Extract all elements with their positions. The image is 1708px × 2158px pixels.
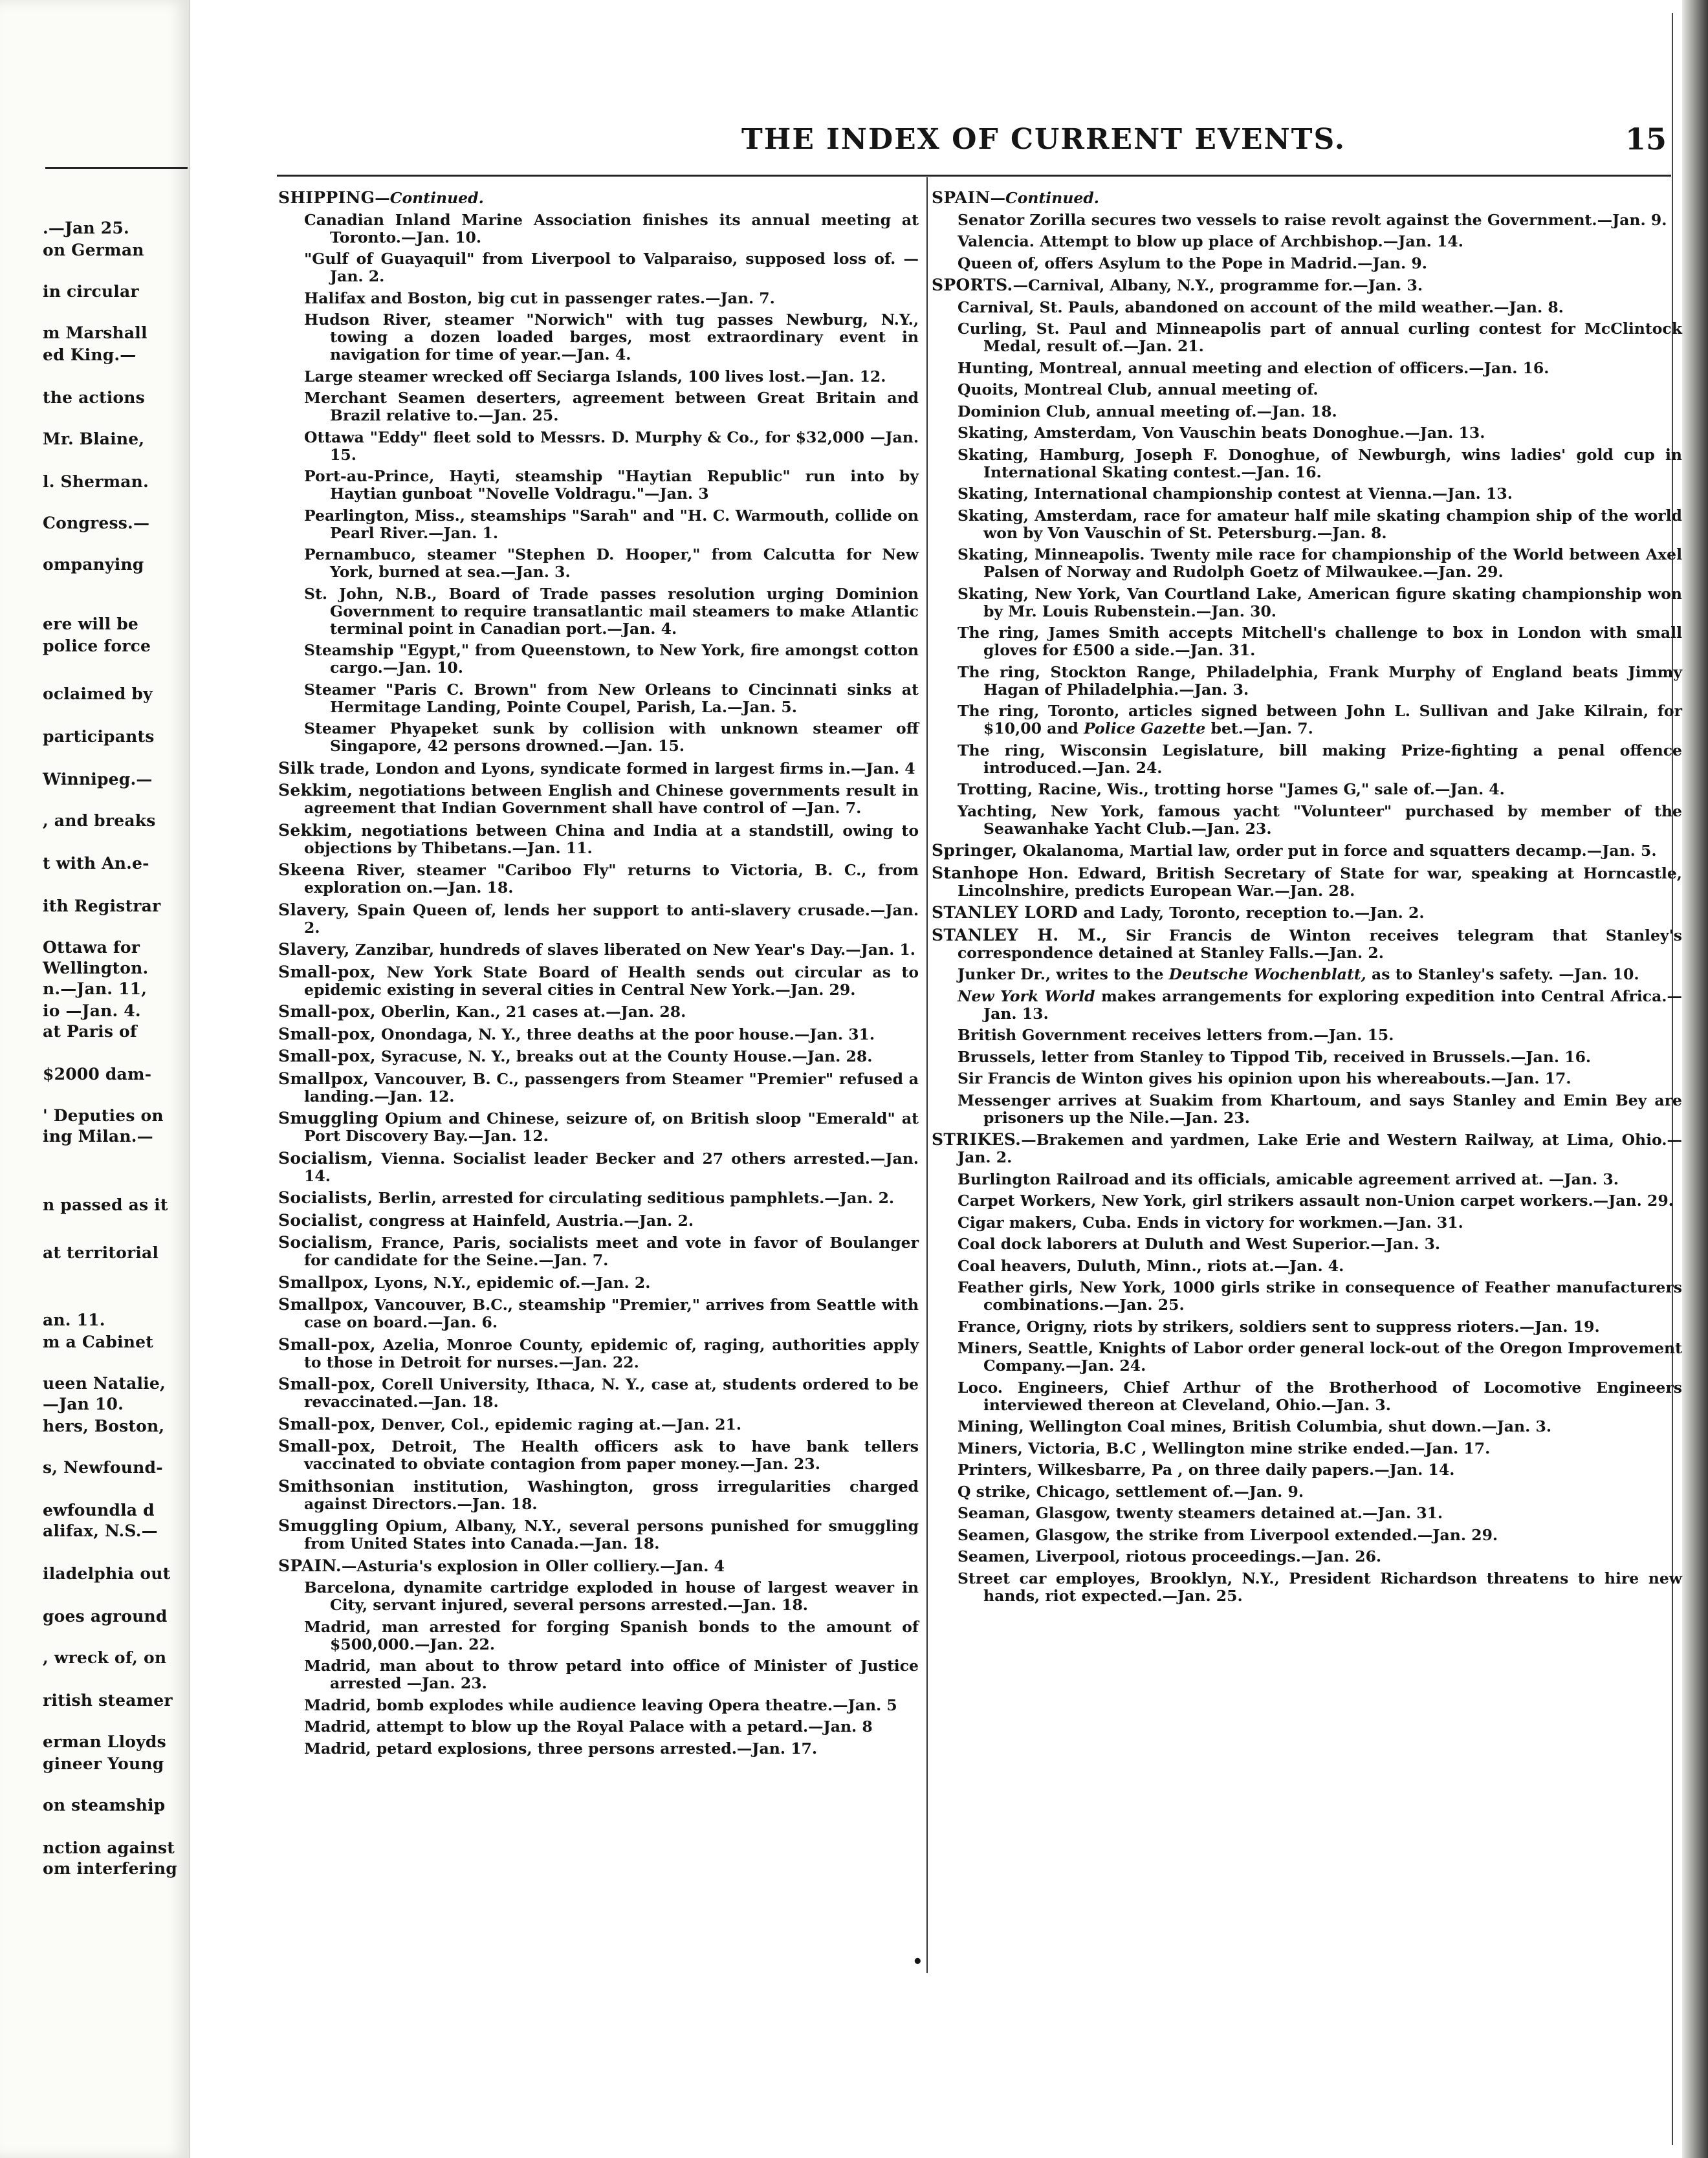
entry-text: Yachting, New York, famous yacht "Volunteer" purchased by member of the Seawanhake Yacht Club.—Jan. 23. xyxy=(958,801,1682,838)
entry-heading: STRIKES. xyxy=(932,1130,1022,1149)
index-subentry xyxy=(932,360,1682,377)
entry-text: Steamer "Paris C. Brown" from New Orleans to Cincinnati sinks at Hermitage Landing, Pointe Coupel, Parish, La.—Jan. 5. xyxy=(304,680,919,716)
index-subentry xyxy=(932,255,1682,272)
entry-text: Loco. Engineers, Chief Arthur of the Brotherhood of Locomotive Engineers interviewed thereon at Cleveland, Ohio.—Jan. 3. xyxy=(958,1378,1682,1414)
index-subentry xyxy=(278,1618,919,1653)
index-entry xyxy=(932,189,1682,207)
index-entry xyxy=(278,941,919,959)
entry-text: Madrid, man arrested for forging Spanish bonds to the amount of $500,000.—Jan. 22. xyxy=(304,1617,919,1653)
index-entry xyxy=(932,864,1682,900)
index-entry xyxy=(278,1003,919,1021)
entry-italic: Continued. xyxy=(389,189,484,207)
gutter-fragment: ed King.— xyxy=(43,345,137,364)
gutter-fragment: Wellington. xyxy=(43,959,149,977)
entry-text: Miners, Victoria, B.C , Wellington mine strike ended.—Jan. 17. xyxy=(958,1439,1491,1457)
entry-text: makes arrangements for exploring expedition into Central Africa.—Jan. 13. xyxy=(983,986,1682,1023)
entry-text: Junker Dr., writes to the xyxy=(958,965,1164,983)
entry-text: Corell University, Ithaca, N. Y., case at, students ordered to be revaccinated.—Jan. 18. xyxy=(304,1375,919,1411)
entry-text: Onondaga, N. Y., three deaths at the poor house.—Jan. 31. xyxy=(375,1025,875,1043)
index-subentry xyxy=(932,1483,1682,1501)
gutter-fragment: l. Sherman. xyxy=(43,472,149,491)
entry-text: Merchant Seamen deserters, agreement between Great Britain and Brazil relative to.—Jan. 25. xyxy=(304,389,919,424)
entry-text: Carpet Workers, New York, girl strikers assault non-Union carpet workers.—Jan. 29. xyxy=(958,1192,1674,1210)
entry-text: Senator Zorilla secures two vessels to raise revolt against the Government.—Jan. 9. xyxy=(958,210,1667,229)
index-subentry xyxy=(278,368,919,386)
entry-heading: Small-pox, xyxy=(278,1335,376,1354)
entry-text: France, Paris, socialists meet and vote in favor of Boulanger for candidate for the Seine.—Jan. 7. xyxy=(304,1234,919,1269)
book-edge xyxy=(1682,0,1708,2158)
entry-heading: Slavery, xyxy=(278,940,350,959)
index-subentry xyxy=(932,1171,1682,1188)
entry-text: Brussels, letter from Stanley to Tippod Tib, received in Brussels.—Jan. 16. xyxy=(958,1047,1592,1066)
gutter-fragment: the actions xyxy=(43,388,145,407)
entry-text: St. John, N.B., Board of Trade passes resolution urging Dominion Government to require transatlantic mail steamers to make Atlantic terminal point in Canadian port.—Jan. 4. xyxy=(304,584,919,638)
entry-heading: SPORTS. xyxy=(932,276,1013,294)
entry-text: Burlington Railroad and its officials, amicable agreement arrived at. —Jan. 3. xyxy=(958,1170,1619,1188)
entry-text: congress at Hainfeld, Austria.—Jan. 2. xyxy=(363,1211,694,1230)
index-subentry xyxy=(932,1418,1682,1435)
index-subentry xyxy=(278,311,919,364)
index-subentry xyxy=(932,1440,1682,1457)
gutter-fragment: ompanying xyxy=(43,555,144,574)
index-subentry xyxy=(278,720,919,755)
index-entry xyxy=(278,1047,919,1065)
index-entry xyxy=(278,189,919,207)
entry-text: Detroit, The Health officers ask to have bank tellers vaccinated to obviate contagion from paper money.—Jan. 23. xyxy=(304,1437,919,1473)
entry-text: Canadian Inland Marine Association finishes its annual meeting at Toronto.—Jan. 10. xyxy=(304,210,919,246)
entry-text: New York State Board of Health sends out circular as to epidemic existing in several cities in Central New York.—Jan. 29. xyxy=(304,963,919,999)
entry-text: The ring, Toronto, articles signed between John L. Sullivan and Jake Kilrain, for $10,00 and xyxy=(958,702,1682,737)
entry-text: Port-au-Prince, Hayti, steamship "Haytian Republic" run into by Haytian gunboat "Novelle Voldragu."—Jan. 3 xyxy=(304,467,919,503)
entry-heading: Socialist, xyxy=(278,1210,364,1230)
index-subentry xyxy=(278,1697,919,1714)
index-entry xyxy=(932,926,1682,962)
index-subentry xyxy=(932,320,1682,355)
page-number: 15 xyxy=(1625,122,1667,157)
entry-text: Q strike, Chicago, settlement of.—Jan. 9. xyxy=(958,1482,1304,1501)
entry-text: Zanzibar, hundreds of slaves liberated on New Year's Day.—Jan. 1. xyxy=(349,941,915,959)
entry-text: Skating, Hamburg, Joseph F. Donoghue, of Newburgh, wins ladies' gold cup in International Skating contest.—Jan. 16. xyxy=(958,445,1682,481)
column-divider xyxy=(926,177,928,1973)
index-subentry xyxy=(932,988,1682,1023)
index-subentry xyxy=(278,1657,919,1692)
entry-heading: SPAIN xyxy=(932,188,991,207)
gutter-fragment: alifax, N.S.— xyxy=(43,1521,158,1540)
entry-text: "Gulf of Guayaquil" from Liverpool to Valparaiso, supposed loss of. —Jan. 2. xyxy=(304,250,919,285)
entry-text: Sir Francis de Winton receives telegram that Stanley's correspondence detained at Stanley Falls.—Jan. 2. xyxy=(958,926,1683,962)
entry-text: Queen of, offers Asylum to the Pope in Madrid.—Jan. 9. xyxy=(958,254,1427,272)
gutter-fragment: ' Deputies on xyxy=(43,1106,164,1125)
index-subentry xyxy=(932,381,1682,398)
index-subentry xyxy=(932,1236,1682,1253)
entry-text: Barcelona, dynamite cartridge exploded in house of largest weaver in City, servant injured, several persons arrested.—Jan. 18. xyxy=(304,1578,919,1614)
entry-text: Carnival, St. Pauls, abandoned on account of the mild weather.—Jan. 8. xyxy=(958,298,1564,316)
gutter-fragment: nction against xyxy=(43,1838,175,1857)
entry-heading: Smallpox, xyxy=(278,1295,369,1314)
index-page xyxy=(198,0,1683,2158)
index-subentry xyxy=(278,290,919,307)
gutter-fragment: an. 11. xyxy=(43,1311,105,1329)
entry-heading: Smallpox, xyxy=(278,1272,369,1292)
index-subentry xyxy=(278,429,919,464)
entry-heading: Smuggling xyxy=(278,1516,378,1535)
index-subentry xyxy=(932,624,1682,659)
entry-text: Seamen, Glasgow, the strike from Liverpool extended.—Jan. 29. xyxy=(958,1525,1498,1544)
index-subentry xyxy=(932,1505,1682,1522)
index-entry xyxy=(278,1415,919,1433)
index-subentry xyxy=(278,212,919,246)
entry-text: Large steamer wrecked off Seciarga Islands, 100 lives lost.—Jan. 12. xyxy=(304,367,886,386)
entry-text: Printers, Wilkesbarre, Pa , on three daily papers.—Jan. 14. xyxy=(958,1461,1455,1479)
gutter-fragment: ing Milan.— xyxy=(43,1127,153,1146)
entry-text: Madrid, bomb explodes while audience leaving Opera theatre.—Jan. 5 xyxy=(304,1695,897,1714)
gutter-fragment: at territorial xyxy=(43,1243,159,1262)
index-subentry xyxy=(278,468,919,503)
header-rule xyxy=(277,175,1671,177)
index-entry xyxy=(278,1189,919,1207)
entry-text: negotiations between English and Chinese governments result in agreement that Indian Government shall have control of —Jan. 7. xyxy=(304,781,919,817)
index-entry xyxy=(932,904,1682,922)
entry-text: Spain Queen of, lends her support to anti-slavery crusade.—Jan. 2. xyxy=(304,900,919,937)
index-subentry xyxy=(932,403,1682,420)
entry-text: Skating, New York, Van Courtland Lake, American figure skating championship won by Mr. Louis Rubenstein.—Jan. 30. xyxy=(958,584,1682,620)
entry-heading: Socialism, xyxy=(278,1233,373,1252)
index-entry xyxy=(278,822,919,857)
index-entry xyxy=(278,1477,919,1513)
entry-text: Mining, Wellington Coal mines, British Columbia, shut down.—Jan. 3. xyxy=(958,1417,1552,1435)
index-subentry xyxy=(932,1318,1682,1336)
index-subentry xyxy=(932,507,1682,542)
entry-text: British Government receives letters from.—Jan. 15. xyxy=(958,1026,1394,1044)
entry-text: Halifax and Boston, big cut in passenger rates.—Jan. 7. xyxy=(304,289,775,307)
entry-italic: Continued. xyxy=(1005,189,1099,207)
gutter-fragment: iladelphia out xyxy=(43,1564,171,1583)
entry-text: and Lady, Toronto, reception to.—Jan. 2. xyxy=(1078,904,1425,922)
index-subentry xyxy=(932,703,1682,737)
entry-heading: Silk xyxy=(278,758,314,778)
index-entry xyxy=(278,1150,919,1185)
index-entry xyxy=(278,1212,919,1230)
index-subentry xyxy=(278,389,919,424)
entry-text: institution, Washington, gross irregularities charged against Directors.—Jan. 18. xyxy=(304,1477,919,1513)
index-subentry xyxy=(932,1548,1682,1565)
entry-italic: Deutsche Wochenblatt, xyxy=(1168,965,1366,983)
index-subentry xyxy=(932,803,1682,838)
index-entry xyxy=(932,276,1682,294)
index-subentry xyxy=(932,299,1682,316)
entry-text: Quoits, Montreal Club, annual meeting of. xyxy=(958,380,1319,398)
gutter-fragment: on steamship xyxy=(43,1796,166,1815)
gutter-fragment: Mr. Blaine, xyxy=(43,430,145,448)
index-entry xyxy=(278,901,919,937)
entry-text: Skating, International championship contest at Vienna.—Jan. 13. xyxy=(958,485,1513,503)
entry-text: bet.—Jan. 7. xyxy=(1205,719,1313,737)
index-subentry xyxy=(932,212,1682,229)
index-subentry xyxy=(278,1718,919,1736)
entry-heading: Smithsonian xyxy=(278,1476,395,1496)
index-entry xyxy=(278,1375,919,1411)
index-subentry xyxy=(932,966,1682,983)
entry-text: Vienna. Socialist leader Becker and 27 others arrested.—Jan. 14. xyxy=(304,1149,919,1185)
index-subentry xyxy=(932,1258,1682,1275)
entry-text: Dominion Club, annual meeting of.—Jan. 18. xyxy=(958,402,1337,420)
entry-text: trade, London and Lyons, syndicate formed in largest firms in.—Jan. 4 xyxy=(314,759,915,778)
entry-text: Pearlington, Miss., steamships "Sarah" and "H. C. Warmouth, collide on Pearl River.—Jan. 1. xyxy=(304,506,919,542)
entry-text: negotiations between China and India at a standstill, owing to objections by Thibetans.—Jan. 11. xyxy=(304,821,919,857)
index-subentry xyxy=(932,1027,1682,1044)
entry-heading: STANLEY LORD xyxy=(932,903,1078,922)
entry-text: River, steamer "Cariboo Fly" returns to Victoria, B. C., from exploration on.—Jan. 18. xyxy=(304,861,919,897)
index-column-right xyxy=(932,189,1682,1609)
entry-text: Pernambuco, steamer "Stephen D. Hooper," from Calcutta for New York, burned at sea.—Jan. 3. xyxy=(304,545,919,581)
index-subentry xyxy=(278,546,919,581)
index-subentry xyxy=(932,424,1682,442)
entry-text: — xyxy=(990,189,1005,207)
entry-text: Steamer Phyapeket sunk by collision with unknown steamer off Singapore, 42 persons drowned.—Jan. 15. xyxy=(304,719,919,755)
index-entry xyxy=(278,1557,919,1575)
index-entry xyxy=(932,842,1682,860)
gutter-fragment: n passed as it xyxy=(43,1195,168,1214)
index-entry xyxy=(278,1025,919,1043)
index-subentry xyxy=(278,642,919,677)
index-subentry xyxy=(932,485,1682,503)
entry-text: Messenger arrives at Suakim from Khartoum, and says Stanley and Emin Bey are prisoners up the Nile.—Jan. 23. xyxy=(958,1091,1682,1127)
gutter-fragment: participants xyxy=(43,727,155,746)
index-entry xyxy=(278,1437,919,1473)
previous-page-gutter xyxy=(0,0,190,2158)
entry-heading: Sekkim, xyxy=(278,820,353,840)
entry-text: Feather girls, New York, 1000 girls strike in consequence of Feather manufacturers combinations.—Jan. 25. xyxy=(958,1278,1682,1314)
entry-text: The ring, James Smith accepts Mitchell's challenge to box in London with small gloves for £500 a side.—Jan. 31. xyxy=(958,624,1682,659)
entry-text: as to Stanley's safety. —Jan. 10. xyxy=(1366,965,1639,983)
gutter-fragment: Winnipeg.— xyxy=(43,770,153,789)
gutter-fragment: s, Newfound- xyxy=(43,1458,163,1477)
entry-text: Coal dock laborers at Duluth and West Superior.—Jan. 3. xyxy=(958,1235,1441,1253)
entry-text: Curling, St. Paul and Minneapolis part of annual curling contest for McClintock Medal, result of.—Jan. 21. xyxy=(958,320,1682,355)
entry-text: Skating, Amsterdam, Von Vauschin beats Donoghue.—Jan. 13. xyxy=(958,424,1485,442)
entry-text: Coal heavers, Duluth, Minn., riots at.—Jan. 4. xyxy=(958,1256,1344,1275)
entry-text: The ring, Wisconsin Legislature, bill making Prize-fighting a penal offence introduced.—Jan. 24. xyxy=(958,741,1682,777)
index-entry xyxy=(278,1070,919,1106)
entry-text: Hudson River, steamer "Norwich" with tug passes Newburg, N.Y., towing a dozen loaded barges, most extraordinary event in navigation for time of year.—Jan. 4. xyxy=(304,311,919,364)
index-subentry xyxy=(278,1740,919,1758)
entry-heading: SHIPPING xyxy=(278,188,375,207)
entry-heading: Small-pox, xyxy=(278,1002,376,1021)
gutter-fragment: oclaimed by xyxy=(43,684,153,703)
index-entry xyxy=(278,1234,919,1269)
gutter-fragment: ith Registrar xyxy=(43,897,161,915)
entry-heading: Small-pox, xyxy=(278,1024,376,1043)
gutter-fragment: police force xyxy=(43,637,151,655)
index-subentry xyxy=(278,507,919,542)
index-subentry xyxy=(932,1214,1682,1232)
gutter-fragment: io —Jan. 4. xyxy=(43,1001,141,1020)
entry-text: France, Origny, riots by strikers, soldiers sent to suppress rioters.—Jan. 19. xyxy=(958,1317,1600,1336)
entry-text: Opium and Chinese, seizure of, on British sloop "Emerald" at Port Discovery Bay.—Jan. 12. xyxy=(304,1109,919,1145)
gutter-header-rule xyxy=(45,167,188,169)
entry-text: Madrid, attempt to blow up the Royal Palace with a petard.—Jan. 8 xyxy=(304,1717,873,1736)
index-entry xyxy=(278,1296,919,1331)
index-entry xyxy=(278,1517,919,1553)
index-subentry xyxy=(932,1527,1682,1544)
entry-heading: Skeena xyxy=(278,860,345,879)
entry-heading: Small-pox, xyxy=(278,1414,376,1433)
gutter-fragment: ewfoundla d xyxy=(43,1501,155,1520)
entry-heading: Sekkim, xyxy=(278,781,353,800)
index-column-left xyxy=(278,189,919,1761)
index-subentry xyxy=(932,1340,1682,1375)
index-subentry xyxy=(932,1279,1682,1314)
gutter-fragment: m Marshall xyxy=(43,323,148,342)
gutter-fragment: —Jan 10. xyxy=(43,1395,124,1413)
gutter-fragment: ritish steamer xyxy=(43,1691,173,1710)
entry-text: Valencia. Attempt to blow up place of Archbishop.—Jan. 14. xyxy=(958,232,1463,250)
entry-heading: Smuggling xyxy=(278,1109,378,1128)
gutter-fragment: ueen Natalie, xyxy=(43,1374,166,1393)
index-subentry xyxy=(278,681,919,716)
page-mark: • xyxy=(912,1952,923,1972)
entry-text: Vancouver, B.C., steamship "Premier," arrives from Seattle with case on board.—Jan. 6. xyxy=(304,1296,919,1331)
gutter-fragment: goes aground xyxy=(43,1607,168,1626)
entry-heading: Small-pox, xyxy=(278,962,376,981)
entry-text: —Asturia's explosion in Oller colliery.—Jan. 4 xyxy=(341,1556,725,1575)
entry-heading: STANLEY H. M., xyxy=(932,925,1108,944)
entry-heading: Springer, xyxy=(932,841,1018,860)
index-subentry xyxy=(278,1579,919,1614)
entry-text: Cigar makers, Cuba. Ends in victory for workmen.—Jan. 31. xyxy=(958,1213,1463,1232)
index-subentry xyxy=(932,1461,1682,1479)
index-subentry xyxy=(278,250,919,285)
entry-heading: Small-pox, xyxy=(278,1437,376,1455)
gutter-fragment: , and breaks xyxy=(43,811,156,830)
index-subentry xyxy=(932,1070,1682,1087)
entry-text: Oberlin, Kan., 21 cases at.—Jan. 28. xyxy=(375,1003,686,1021)
gutter-fragment: t with An.e- xyxy=(43,854,149,873)
entry-text: Ottawa "Eddy" fleet sold to Messrs. D. Murphy & Co., for $32,000 —Jan. 15. xyxy=(304,428,919,464)
publication-name: New York World xyxy=(958,986,1095,1005)
index-subentry xyxy=(932,664,1682,699)
entry-text: The ring, Stockton Range, Philadelphia, Frank Murphy of England beats Jimmy Hagan of Philadelphia.—Jan. 3. xyxy=(958,662,1682,699)
gutter-fragment: n.—Jan. 11, xyxy=(43,979,148,998)
entry-heading: Socialists, xyxy=(278,1188,373,1207)
entry-text: Madrid, petard explosions, three persons arrested.—Jan. 17. xyxy=(304,1739,818,1758)
index-subentry xyxy=(932,1192,1682,1210)
entry-text: Berlin, arrested for circulating seditious pamphlets.—Jan. 2. xyxy=(373,1189,895,1207)
entry-text: —Brakemen and yardmen, Lake Erie and Western Railway, at Lima, Ohio.—Jan. 2. xyxy=(958,1131,1682,1166)
running-title: THE INDEX OF CURRENT EVENTS. xyxy=(741,123,1346,156)
entry-text: Miners, Seattle, Knights of Labor order general lock-out of the Oregon Improvement Company.—Jan. 24. xyxy=(958,1339,1682,1375)
entry-text: Vancouver, B. C., passengers from Steamer "Premier" refused a landing.—Jan. 12. xyxy=(304,1069,919,1106)
index-subentry xyxy=(932,1049,1682,1066)
entry-text: Seaman, Glasgow, twenty steamers detained at.—Jan. 31. xyxy=(958,1504,1443,1522)
index-subentry xyxy=(932,781,1682,798)
page-header xyxy=(263,123,1667,162)
gutter-fragment: in circular xyxy=(43,282,139,301)
index-subentry xyxy=(932,585,1682,620)
index-subentry xyxy=(278,585,919,638)
index-subentry xyxy=(932,1570,1682,1605)
gutter-fragment: m a Cabinet xyxy=(43,1333,153,1351)
gutter-fragment: on German xyxy=(43,241,144,259)
entry-text: Street car employes, Brooklyn, N.Y., President Richardson threatens to hire new hands, riot expected.—Jan. 25. xyxy=(958,1569,1682,1605)
index-entry xyxy=(278,781,919,817)
index-subentry xyxy=(932,233,1682,250)
entry-italic: Police Gazette xyxy=(1084,719,1206,737)
entry-text: Seamen, Liverpool, riotous proceedings.—Jan. 26. xyxy=(958,1547,1382,1565)
index-subentry xyxy=(932,1379,1682,1414)
index-entry xyxy=(278,963,919,999)
entry-text: —Carnival, Albany, N.Y., programme for.—Jan. 3. xyxy=(1013,276,1423,294)
gutter-fragment: hers, Boston, xyxy=(43,1417,165,1435)
gutter-fragment: ere will be xyxy=(43,615,138,633)
entry-text: Hunting, Montreal, annual meeting and election of officers.—Jan. 16. xyxy=(958,358,1549,377)
index-entry xyxy=(932,1131,1682,1166)
entry-heading: Small-pox, xyxy=(278,1375,376,1393)
index-entry xyxy=(278,861,919,897)
entry-text: Denver, Col., epidemic raging at.—Jan. 21. xyxy=(375,1415,742,1433)
index-subentry xyxy=(932,546,1682,581)
gutter-fragment: om interfering xyxy=(43,1859,177,1878)
entry-text: Azelia, Monroe County, epidemic of, raging, authorities apply to those in Detroit for nurses.—Jan. 22. xyxy=(304,1335,919,1371)
entry-text: Madrid, man about to throw petard into office of Minister of Justice arrested —Jan. 23. xyxy=(304,1657,919,1692)
index-entry xyxy=(278,1336,919,1371)
entry-text: Okalanoma, Martial law, order put in force and squatters decamp.—Jan. 5. xyxy=(1017,842,1657,860)
index-entry xyxy=(278,759,919,778)
gutter-fragment: at Paris of xyxy=(43,1022,137,1041)
entry-heading: Slavery, xyxy=(278,900,350,919)
entry-heading: Socialism, xyxy=(278,1148,373,1168)
index-subentry xyxy=(932,446,1682,481)
entry-text: Skating, Minneapolis. Twenty mile race for championship of the World between Axel Palsen of Norway and Rudolph Goetz of Milwaukee.—Jan. 29. xyxy=(958,545,1682,581)
entry-heading: Stanhope xyxy=(932,863,1019,882)
entry-text: — xyxy=(375,189,390,207)
gutter-fragment: , wreck of, on xyxy=(43,1648,167,1667)
gutter-fragment: Ottawa for xyxy=(43,938,140,957)
index-subentry xyxy=(932,1092,1682,1127)
entry-heading: SPAIN. xyxy=(278,1556,342,1575)
entry-text: Lyons, N.Y., epidemic of.—Jan. 2. xyxy=(369,1273,651,1292)
entry-text: Syracuse, N. Y., breaks out at the County House.—Jan. 28. xyxy=(375,1047,873,1065)
entry-text: Sir Francis de Winton gives his opinion upon his whereabouts.—Jan. 17. xyxy=(958,1069,1571,1087)
index-subentry xyxy=(932,742,1682,777)
index-entry xyxy=(278,1274,919,1292)
gutter-fragment: $2000 dam- xyxy=(43,1065,152,1084)
entry-text: Trotting, Racine, Wis., trotting horse "James G," sale of.—Jan. 4. xyxy=(958,780,1505,798)
entry-text: Opium, Albany, N.Y., several persons punished for smuggling from United States into Canada.—Jan. 18. xyxy=(304,1517,919,1553)
entry-text: Steamship "Egypt," from Queenstown, to New York, fire amongst cotton cargo.—Jan. 10. xyxy=(304,641,919,677)
gutter-fragment: .—Jan 25. xyxy=(43,219,129,237)
gutter-fragment: erman Lloyds xyxy=(43,1732,166,1751)
entry-heading: Smallpox, xyxy=(278,1069,369,1088)
entry-text: Skating, Amsterdam, race for amateur half mile skating champion ship of the world won by Von Vauschin of St. Petersburg.—Jan. 8. xyxy=(958,506,1682,542)
index-entry xyxy=(278,1109,919,1145)
entry-heading: Small-pox, xyxy=(278,1047,376,1065)
gutter-fragment: gineer Young xyxy=(43,1754,164,1773)
gutter-fragment: Congress.— xyxy=(43,514,150,532)
entry-text: Hon. Edward, British Secretary of State for war, speaking at Horncastle, Lincolnshire, predicts European War.—Jan. 28. xyxy=(958,864,1682,900)
